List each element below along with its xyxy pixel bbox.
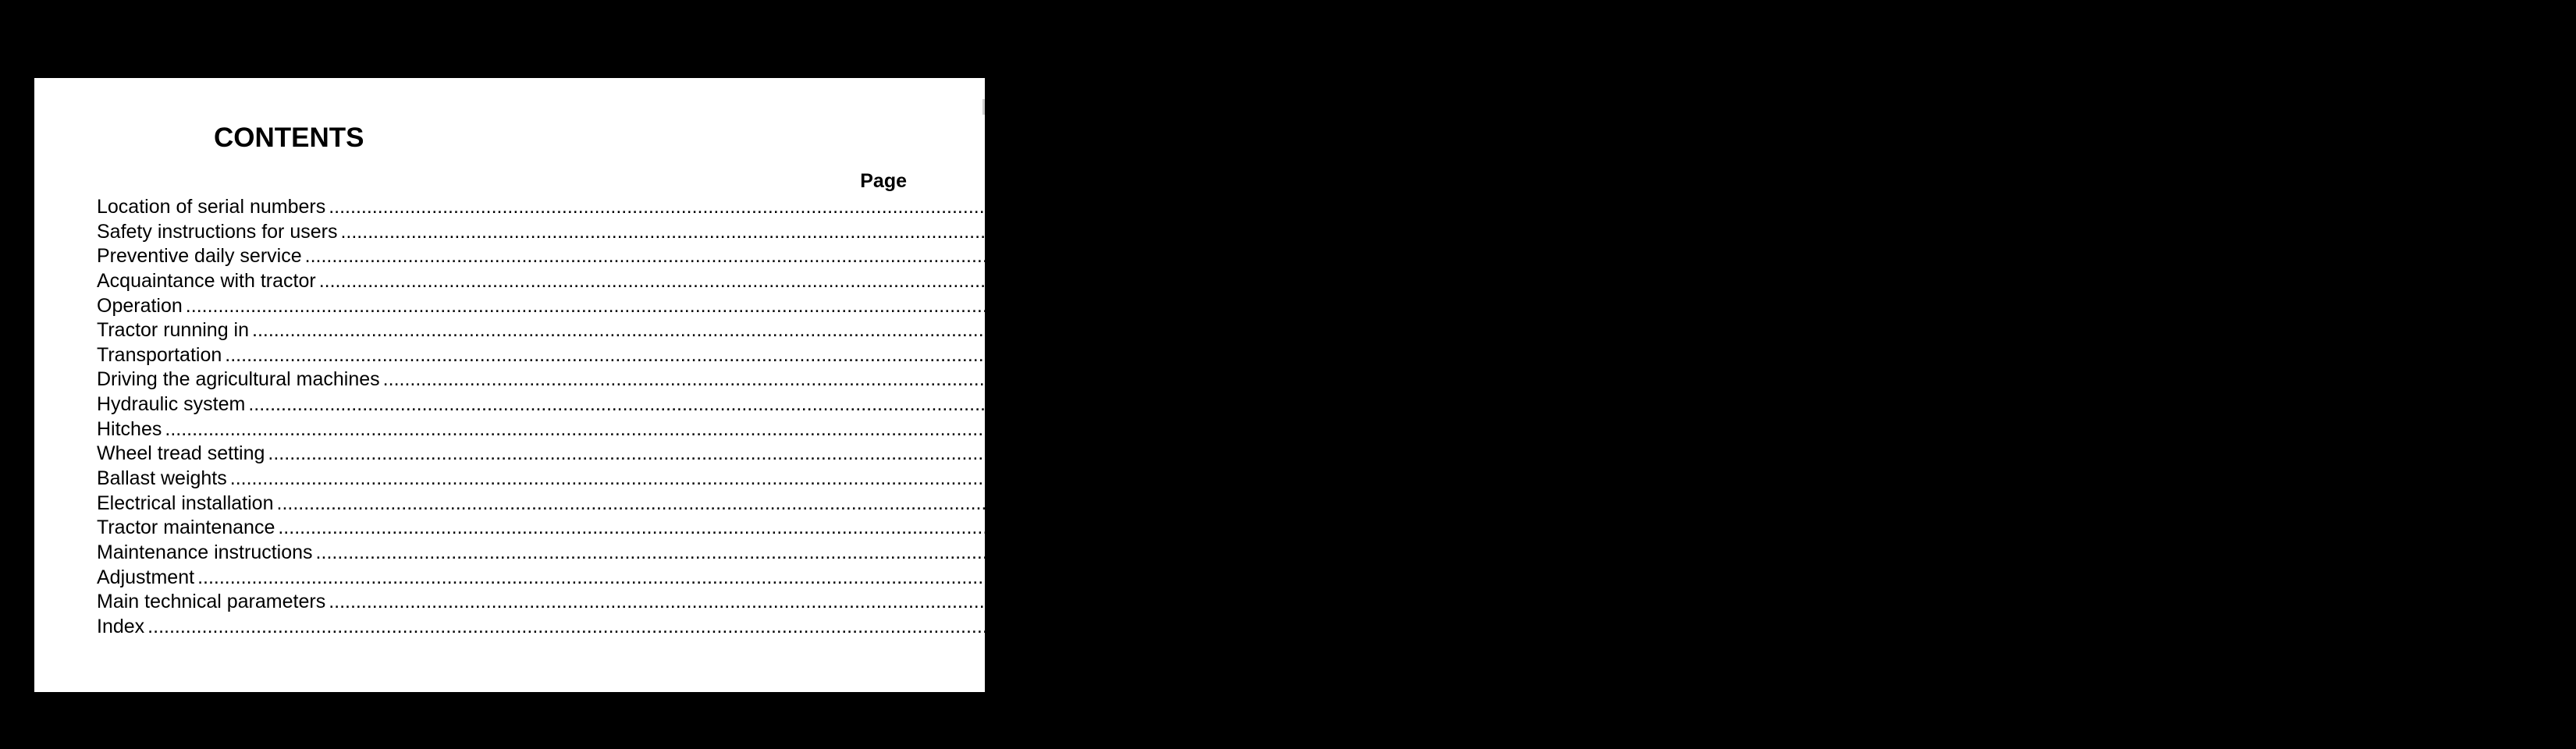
toc-entry-page-number: 51 (2357, 294, 2379, 317)
table-of-contents (97, 195, 2576, 640)
contents-title: CONTENTS (214, 122, 364, 153)
toc-dot-leader: ................................................................................................................................................................................................................................................................................................................................................................................................................ (340, 220, 2509, 243)
toc-entry-title: Ballast weights (97, 467, 227, 490)
toc-dot-leader: ................................................................................................................................................................................................................................................................................................................................................................................................................ (382, 368, 2551, 391)
toc-entry-page-number: 9 (2511, 220, 2523, 243)
toc-entry (97, 318, 2446, 343)
toc-entry-page-number: 7 (2500, 196, 2511, 218)
toc-entry (97, 417, 2369, 442)
toc-entry-title: Electrical installation (97, 492, 274, 514)
toc-dot-leader: ................................................................................................................................................................................................................................................................................................................................................................................................................ (268, 442, 2436, 465)
toc-entry (97, 492, 2481, 516)
toc-entry-title: Transportation (97, 343, 222, 366)
toc-dot-leader: ................................................................................................................................................................................................................................................................................................................................................................................................................ (318, 269, 2488, 292)
toc-dot-leader: ................................................................................................................................................................................................................................................................................................................................................................................................................ (252, 319, 2421, 342)
toc-entry-title: Tractor running in (97, 319, 249, 342)
toc-entry (97, 367, 2576, 392)
toc-entry (97, 590, 2533, 615)
toc-entry-title: Index (97, 615, 145, 637)
toc-entry-title: Hitches (97, 417, 162, 440)
toc-entry-page-number: 157 (2486, 541, 2520, 563)
toc-dot-leader: ................................................................................................................................................................................................................................................................................................................................................................................................................ (329, 591, 2497, 613)
toc-dot-leader: ................................................................................................................................................................................................................................................................................................................................................................................................................ (248, 393, 2417, 416)
toc-entry-page-number: 175 (2368, 566, 2402, 588)
toc-dot-leader: ................................................................................................................................................................................................................................................................................................................................................................................................................ (225, 343, 2393, 366)
page-edge-mark (982, 99, 985, 115)
toc-dot-leader: ................................................................................................................................................................................................................................................................................................................................................................................................................ (276, 492, 2445, 514)
toc-entry-title: Preventive daily service (97, 245, 302, 268)
toc-entry (97, 566, 2402, 591)
toc-entry-title: Operation (97, 294, 183, 317)
toc-entry (97, 244, 2498, 269)
toc-entry (97, 294, 2379, 319)
toc-dot-leader: ................................................................................................................................................................................................................................................................................................................................................................................................................ (165, 417, 2333, 440)
toc-entry (97, 343, 2418, 368)
toc-entry-page-number: 103 (2336, 417, 2369, 440)
toc-entry-title: Tractor maintenance (97, 516, 275, 539)
toc-entry-page-number: 215 (2318, 615, 2352, 637)
toc-entry (97, 442, 2469, 467)
toc-entry-title: Location of serial numbers (97, 196, 326, 218)
toc-entry-title: Adjustment (97, 566, 195, 588)
toc-entry-page-number: 13 (2475, 245, 2498, 268)
toc-dot-leader: ................................................................................................................................................................................................................................................................................................................................................................................................................ (315, 541, 2484, 563)
toc-entry (97, 615, 2352, 640)
toc-entry-page-number: 21 (2490, 269, 2512, 292)
page-column-header: Page (860, 170, 907, 192)
toc-entry (97, 392, 2442, 417)
toc-entry (97, 467, 2434, 492)
toc-entry-page-number: 111 (2439, 442, 2469, 465)
toc-entry-title: Main technical parameters (97, 591, 326, 613)
toc-entry-page-number: 137 (2449, 516, 2482, 539)
toc-entry-page-number: 127 (2447, 492, 2481, 514)
toc-dot-leader: ................................................................................................................................................................................................................................................................................................................................................................................................................ (229, 467, 2399, 490)
toc-entry-title: Maintenance instructions (97, 541, 313, 563)
toc-entry-page-number: 67 (2423, 319, 2446, 342)
toc-entry (97, 269, 2512, 294)
toc-entry-title: Wheel tread setting (97, 442, 265, 465)
toc-entry-title: Acquaintance with tractor (97, 269, 316, 292)
toc-dot-leader: ................................................................................................................................................................................................................................................................................................................................................................................................................ (278, 516, 2446, 539)
toc-entry-page-number: 83 (2554, 368, 2576, 391)
toc-entry (97, 541, 2520, 566)
toc-dot-leader: ................................................................................................................................................................................................................................................................................................................................................................................................................ (147, 615, 2316, 637)
toc-entry-page-number: 121 (2401, 467, 2434, 490)
toc-entry (97, 516, 2482, 541)
toc-entry-page-number: 91 (2419, 393, 2442, 416)
toc-entry (97, 195, 2511, 220)
toc-entry-title: Safety instructions for users (97, 220, 338, 243)
toc-entry-page-number: 191 (2500, 591, 2533, 613)
toc-entry-page-number: 73 (2396, 343, 2418, 366)
toc-entry-title: Driving the agricultural machines (97, 368, 380, 391)
toc-dot-leader: ................................................................................................................................................................................................................................................................................................................................................................................................................ (304, 245, 2473, 268)
toc-dot-leader: ................................................................................................................................................................................................................................................................................................................................................................................................................ (197, 566, 2366, 588)
toc-entry-title: Hydraulic system (97, 393, 246, 416)
toc-entry (97, 220, 2523, 245)
toc-dot-leader: ................................................................................................................................................................................................................................................................................................................................................................................................................ (185, 294, 2354, 317)
toc-dot-leader: ................................................................................................................................................................................................................................................................................................................................................................................................................ (329, 196, 2497, 218)
